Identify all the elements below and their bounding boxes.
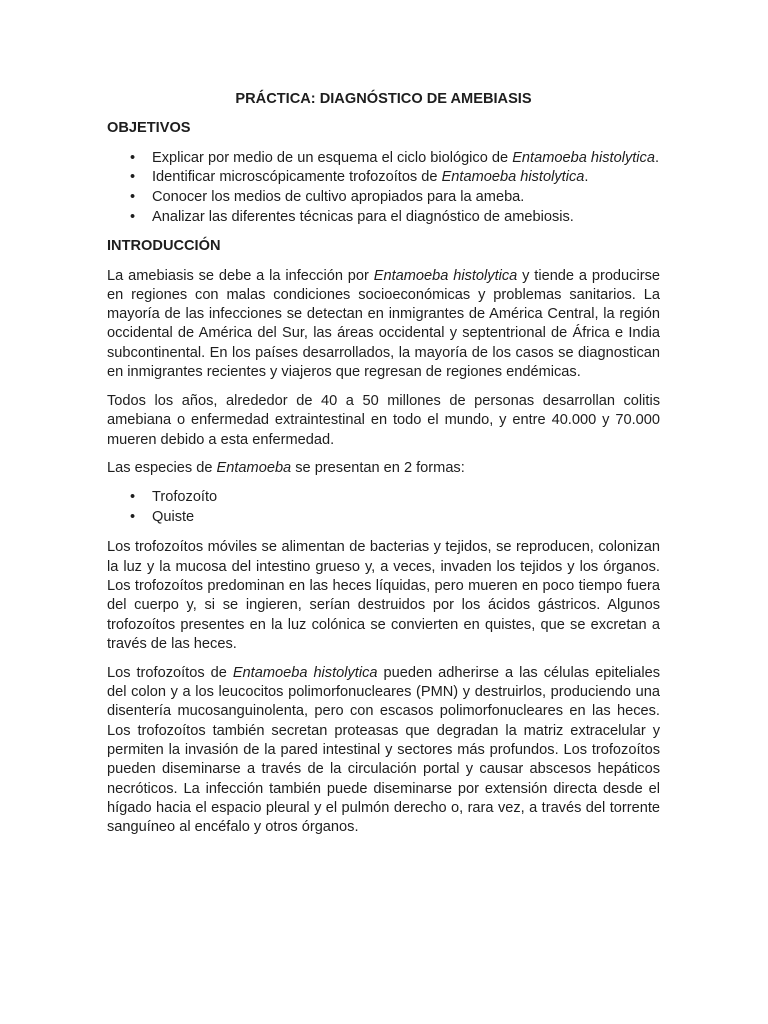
list-item — [107, 508, 660, 527]
bullet-icon: • — [130, 208, 136, 225]
paragraph-text: Los trofozoítos de — [107, 664, 233, 681]
species-name: Entamoeba histolytica — [232, 664, 378, 681]
paragraph-text-end: y tiende a producirse en regiones con malas condiciones socioeconómicas y problemas sanitarios. La mayoría de las infecciones se detectan en inmigrantes de América Central, la región occidental de América del Sur, las áreas occidental y septentrional de África e India subcontinental. En los países desarrollados, la mayoría de los casos se diagnostican en inmigrantes recientes y viajeros que regresan de regiones endémicas. — [107, 267, 660, 381]
species-name: Entamoeba histolytica — [373, 267, 518, 284]
form-name: Trofozoíto — [152, 489, 218, 506]
paragraph-text-end: pueden adherirse a las células epiteliales del colon y a los leucocitos polimorfonucleares (PMN) y destruirlos, produciendo una disentería mucosanguinolenta, pero con escasos polimorfonucleares en las heces. Los trofozoítos también secretan proteasas que degradan la matriz extracelular y permiten la invasión de la pared intestinal y sectores más profundos. Los trofozoítos pueden diseminarse a través de la circulación portal y causar abscesos hepáticos necróticos. La infección también puede diseminarse por extensión directa desde el hígado hacia el espacio pleural y el pulmón derecho o, rara vez, a través del torrente sanguíneo al encéfalo y otros órganos. — [107, 664, 661, 836]
forms-list — [107, 488, 660, 527]
list-item — [107, 488, 660, 507]
species-name: Entamoeba histolytica — [512, 149, 655, 166]
bullet-icon: • — [130, 169, 136, 186]
paragraph-text: Las especies de — [107, 460, 217, 477]
paragraph: Todos los años, alrededor de 40 a 50 millones de personas desarrollan colitis amebiana o enfermedad extraintestinal en todo el mundo, y entre 40.000 y 70.000 mueren debido a esta enfermedad. — [107, 392, 660, 448]
objective-text: Conocer los medios de cultivo apropiados para la ameba. — [152, 189, 525, 206]
introduction-heading: INTRODUCCIÓN — [107, 238, 221, 255]
bullet-icon: • — [130, 149, 136, 166]
bullet-icon: • — [130, 489, 136, 506]
species-name: Entamoeba histolytica — [441, 169, 585, 186]
objectives-list — [107, 149, 660, 228]
objective-text: Analizar las diferentes técnicas para el diagnóstico de amebiosis. — [152, 208, 574, 225]
list-item — [107, 208, 660, 227]
objective-text: Explicar por medio de un esquema el ciclo biológico de — [152, 149, 513, 166]
paragraph — [107, 664, 660, 838]
paragraph-text: La amebiasis se debe a la infección por — [107, 267, 374, 284]
form-name: Quiste — [152, 509, 195, 526]
bullet-icon: • — [130, 189, 136, 206]
bullet-icon: • — [130, 509, 136, 526]
objectives-heading: OBJETIVOS — [107, 120, 191, 137]
objective-text-end: . — [584, 169, 589, 186]
list-item — [107, 188, 660, 207]
paragraph — [107, 459, 660, 478]
paragraph — [107, 267, 660, 383]
page-title: PRÁCTICA: DIAGNÓSTICO DE AMEBIASIS — [235, 91, 532, 107]
list-item — [107, 149, 660, 168]
list-item — [107, 168, 660, 187]
objective-text: Identificar microscópicamente trofozoítos de — [152, 169, 442, 186]
genus-name: Entamoeba — [216, 460, 292, 477]
paragraph-text-end: se presentan en 2 formas: — [291, 460, 465, 477]
objective-text-end: . — [654, 149, 660, 166]
paragraph: Los trofozoítos móviles se alimentan de bacterias y tejidos, se reproducen, colonizan la luz y la mucosa del intestino grueso y, a veces, invaden los tejidos y los órganos. Los trofozoítos predominan en las heces líquidas, pero mueren en poco tiempo fuera del cuerpo y, si se ingieren, serían destruidos por los ácidos gástricos. Algunos trofozoítos presentes en la luz colónica se convierten en quistes, que se excretan a través de las heces. — [107, 539, 660, 652]
